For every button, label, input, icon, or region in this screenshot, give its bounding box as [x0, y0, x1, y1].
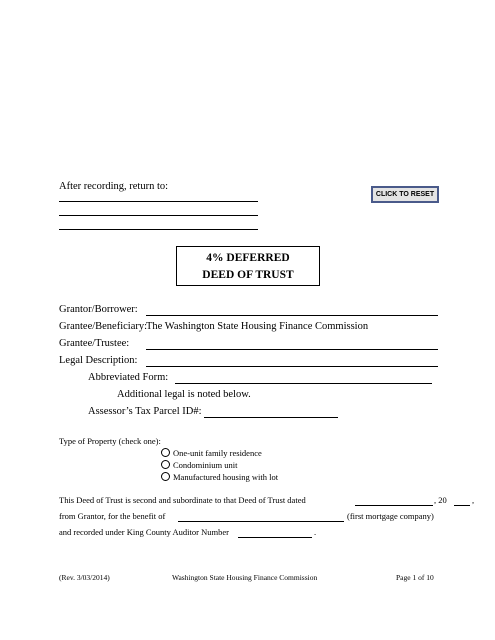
footer-page-number: Page 1 of 10: [396, 573, 434, 582]
legal-description-label: Legal Description:: [59, 355, 138, 366]
subordinate-text-3: and recorded under King County Auditor Number: [59, 527, 229, 537]
reset-button[interactable]: CLICK TO RESET: [371, 186, 439, 203]
grantor-field[interactable]: [146, 315, 438, 316]
trustee-label: Grantee/Trustee:: [59, 338, 130, 349]
auditor-number-field[interactable]: [238, 537, 312, 538]
abbreviated-form-label: Abbreviated Form:: [88, 372, 169, 383]
grantor-label: Grantor/Borrower:: [59, 304, 138, 315]
document-title: [176, 246, 320, 286]
option-condominium-label: Condominium unit: [173, 460, 238, 470]
grantee-label: Grantee/Beneficiary:: [59, 321, 148, 332]
abbreviated-form-field[interactable]: [175, 383, 432, 384]
radio-manufactured-housing[interactable]: [161, 472, 170, 481]
radio-one-unit[interactable]: [161, 448, 170, 457]
first-mortgage-company-note: (first mortgage company): [347, 511, 434, 521]
option-manufactured-label: Manufactured housing with lot: [173, 472, 279, 482]
subordinate-text-1: This Deed of Trust is second and subordinate to that Deed of Trust dated: [59, 495, 306, 505]
footer-organization: Washington State Housing Finance Commission: [172, 573, 318, 582]
legal-description-field[interactable]: [146, 366, 438, 367]
subordinate-comma: ,: [472, 495, 475, 505]
return-address-line-1[interactable]: [59, 201, 258, 202]
additional-legal-note: Additional legal is noted below.: [117, 389, 251, 400]
return-to-label: After recording, return to:: [59, 181, 169, 192]
return-address-line-2[interactable]: [59, 215, 258, 216]
trustee-field[interactable]: [146, 349, 438, 350]
parcel-id-field[interactable]: [204, 417, 338, 418]
option-one-unit-label: One-unit family residence: [173, 448, 262, 458]
subordinate-year-prefix: , 20: [434, 495, 447, 505]
property-type-label: Type of Property (check one):: [59, 436, 161, 446]
subordinate-period: .: [314, 527, 317, 537]
first-mortgage-company-field[interactable]: [178, 521, 344, 522]
grantee-value: The Washington State Housing Finance Commission: [146, 321, 369, 332]
parcel-id-label: Assessor’s Tax Parcel ID#:: [88, 406, 202, 417]
radio-condominium[interactable]: [161, 460, 170, 469]
title-line-2: DEED OF TRUST: [202, 269, 294, 281]
title-line-1: 4% DEFERRED: [206, 252, 290, 264]
subordinate-text-2: from Grantor, for the benefit of: [59, 511, 166, 521]
footer-revision: (Rev. 3/03/2014): [59, 573, 110, 582]
return-address-line-3[interactable]: [59, 229, 258, 230]
first-deed-year-field[interactable]: [454, 505, 470, 506]
first-deed-date-field[interactable]: [355, 505, 433, 506]
